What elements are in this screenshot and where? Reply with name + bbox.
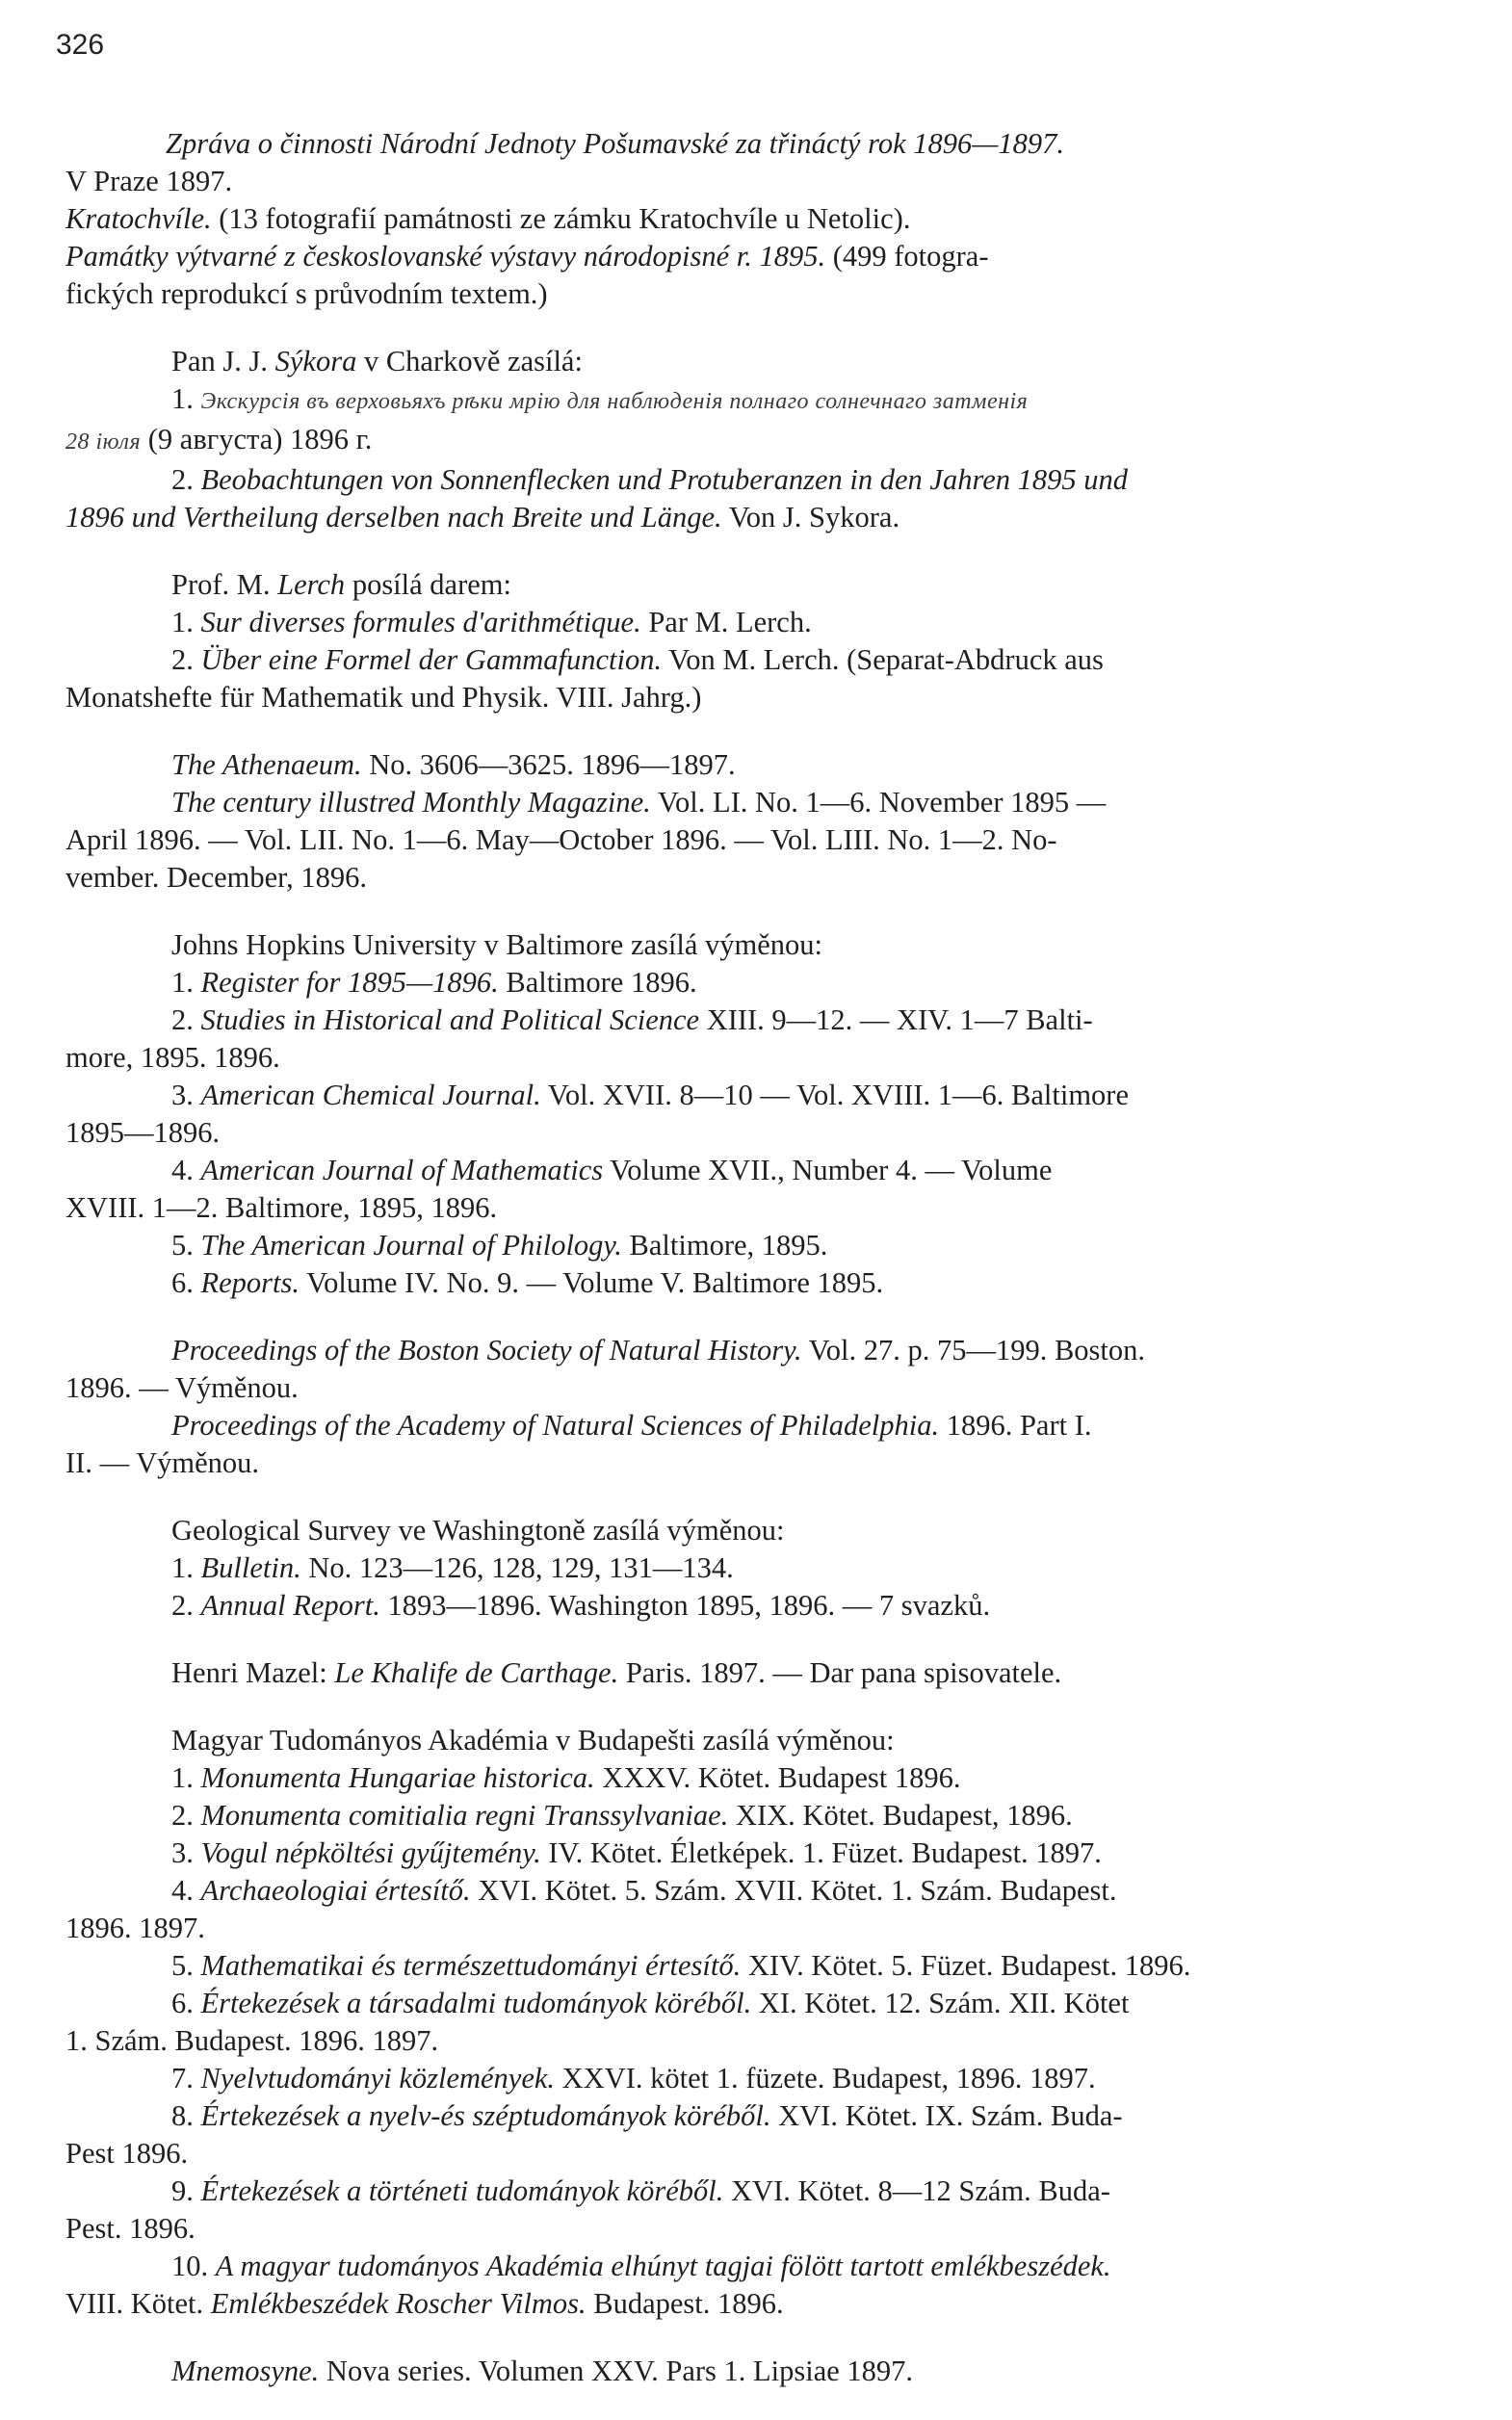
mnemosyne-section bbox=[65, 2353, 1454, 2390]
geological-section bbox=[65, 1512, 1454, 1625]
page-body bbox=[65, 125, 1454, 2420]
list-item: 1. Экскурсiя въ верховьяхъ рѣки мрiю для наблюденiя полнаго солнечнаго затменiя bbox=[171, 382, 1029, 415]
entry-line: II. — Výměnou. bbox=[65, 1446, 260, 1479]
intro-line: Kratochvíle. (13 fotografií památnosti ze zámku Kratochvíle u Netolic). bbox=[65, 202, 911, 235]
list-item: 6. Értekezések a társadalmi tudományok köréből. XI. Kötet. 12. Szám. XII. Kötet bbox=[171, 1987, 1130, 2019]
list-item: 1. Register for 1895—1896. Baltimore 1896. bbox=[171, 966, 697, 999]
list-item: 1. Bulletin. No. 123—126, 128, 129, 131—134. bbox=[171, 1551, 734, 1584]
list-item-continuation: 28 iюля (9 августа) 1896 г. bbox=[65, 423, 373, 455]
entry-line: Henri Mazel: Le Khalife de Carthage. Paris. 1897. — Dar pana spisovatele. bbox=[171, 1656, 1062, 1689]
list-item: 8. Értekezések a nyelv-és széptudományok köréből. XVI. Kötet. IX. Szám. Buda- bbox=[171, 2099, 1123, 2132]
page-number: 326 bbox=[56, 29, 105, 61]
list-item: 10. A magyar tudományos Akadémia elhúnyt tagjai fölött tartott emlékbeszédek. bbox=[171, 2250, 1111, 2282]
section-heading: Pan J. J. Sýkora v Charkově zasílá: bbox=[171, 345, 583, 377]
list-item: 2. Annual Report. 1893—1896. Washington 1895, 1896. — 7 svazků. bbox=[171, 1589, 991, 1622]
list-item-continuation: VIII. Kötet. Emlékbeszédek Roscher Vilmos. Budapest. 1896. bbox=[65, 2287, 784, 2320]
entry-line: Proceedings of the Boston Society of Natural History. Vol. 27. p. 75—199. Boston. bbox=[171, 1334, 1146, 1366]
entry-line: The century illustred Monthly Magazine. Vol. LI. No. 1—6. November 1895 — bbox=[171, 786, 1107, 819]
entry-line: The Athenaeum. No. 3606—3625. 1896—1897. bbox=[171, 748, 736, 781]
list-item: 2. Studies in Historical and Political Science XIII. 9—12. — XIV. 1—7 Balti- bbox=[171, 1003, 1093, 1036]
proceedings-section bbox=[65, 1332, 1454, 1482]
report-title: Zpráva o činnosti Národní Jednoty Pošumavské za třináctý rok 1896—1897. bbox=[166, 127, 1064, 160]
list-item: 7. Nyelvtudományi közlemények. XXVI. kötet 1. füzete. Budapest, 1896. 1897. bbox=[171, 2062, 1096, 2095]
entry-line: Mnemosyne. Nova series. Volumen XXV. Pars 1. Lipsiae 1897. bbox=[171, 2355, 914, 2387]
list-item: 1. Monumenta Hungariae historica. XXXV. Kötet. Budapest 1896. bbox=[171, 1761, 961, 1794]
list-item-continuation: Monatshefte für Mathematik und Physik. VIII. Jahrg.) bbox=[65, 681, 702, 714]
magyar-section bbox=[65, 1722, 1454, 2323]
list-item-continuation: Pest. 1896. bbox=[65, 2212, 196, 2245]
list-item: 1. Sur diverses formules d'arithmétique. Par M. Lerch. bbox=[171, 606, 812, 638]
list-item: 5. Mathematikai és természettudományi értesítő. XIV. Kötet. 5. Füzet. Budapest. 1896. bbox=[171, 1949, 1191, 1982]
hopkins-section bbox=[65, 926, 1454, 1302]
list-item-continuation: more, 1895. 1896. bbox=[65, 1041, 280, 1074]
section-heading: Magyar Tudományos Akadémia v Budapešti zasílá výměnou: bbox=[171, 1724, 895, 1756]
list-item-continuation: 1896 und Vertheilung derselben nach Breite und Länge. Von J. Sykora. bbox=[65, 501, 900, 533]
list-item-continuation: 1896. 1897. bbox=[65, 1912, 205, 1944]
periodicals-section bbox=[65, 746, 1454, 897]
intro-line: V Praze 1897. bbox=[65, 165, 233, 197]
section-heading: Johns Hopkins University v Baltimore zasílá výměnou: bbox=[171, 928, 823, 961]
list-item: 2. Über eine Formel der Gammafunction. Von M. Lerch. (Separat-Abdruck aus bbox=[171, 643, 1104, 676]
list-item: 6. Reports. Volume IV. No. 9. — Volume V. Baltimore 1895. bbox=[171, 1266, 884, 1299]
intro-section bbox=[65, 125, 1454, 313]
entry-line: 1896. — Výměnou. bbox=[65, 1371, 299, 1404]
list-item-continuation: XVIII. 1—2. Baltimore, 1895, 1896. bbox=[65, 1191, 498, 1224]
entry-line: Proceedings of the Academy of Natural Sciences of Philadelphia. 1896. Part I. bbox=[171, 1409, 1092, 1442]
entry-line: April 1896. — Vol. LII. No. 1—6. May—October 1896. — Vol. LIII. No. 1—2. No- bbox=[65, 823, 1057, 856]
list-item: 3. Vogul népköltési gyűjtemény. IV. Kötet. Életképek. 1. Füzet. Budapest. 1897. bbox=[171, 1836, 1102, 1869]
list-item: 9. Értekezések a történeti tudományok köréből. XVI. Kötet. 8—12 Szám. Buda- bbox=[171, 2174, 1110, 2207]
entry-line: vember. December, 1896. bbox=[65, 861, 367, 894]
mazel-section bbox=[65, 1654, 1454, 1692]
list-item: 4. American Journal of Mathematics Volume XVII., Number 4. — Volume bbox=[171, 1154, 1053, 1186]
list-item: 3. American Chemical Journal. Vol. XVII. 8—10 — Vol. XVIII. 1—6. Baltimore bbox=[171, 1079, 1130, 1111]
lerch-section bbox=[65, 566, 1454, 716]
list-item-continuation: 1. Szám. Budapest. 1896. 1897. bbox=[65, 2024, 439, 2057]
list-item: 5. The American Journal of Philology. Baltimore, 1895. bbox=[171, 1229, 828, 1262]
intro-line: Památky výtvarné z českoslovanské výstavy národopisné r. 1895. (499 fotogra- bbox=[65, 240, 989, 273]
list-item-continuation: Pest 1896. bbox=[65, 2137, 189, 2170]
list-item: 4. Archaeologiai értesítő. XVI. Kötet. 5. Szám. XVII. Kötet. 1. Szám. Budapest. bbox=[171, 1874, 1117, 1907]
section-heading: Geological Survey ve Washingtoně zasílá výměnou: bbox=[171, 1514, 785, 1547]
section-heading: Prof. M. Lerch posílá darem: bbox=[171, 568, 511, 601]
list-item-continuation: 1895—1896. bbox=[65, 1116, 221, 1149]
intro-line: fických reprodukcí s průvodním textem.) bbox=[65, 277, 548, 310]
intro-line bbox=[65, 125, 1454, 163]
list-item: 2. Monumenta comitialia regni Transsylvaniae. XIX. Kötet. Budapest, 1896. bbox=[171, 1799, 1073, 1832]
list-item: 2. Beobachtungen von Sonnenflecken und Protuberanzen in den Jahren 1895 und bbox=[171, 463, 1128, 496]
sykora-section bbox=[65, 343, 1454, 536]
